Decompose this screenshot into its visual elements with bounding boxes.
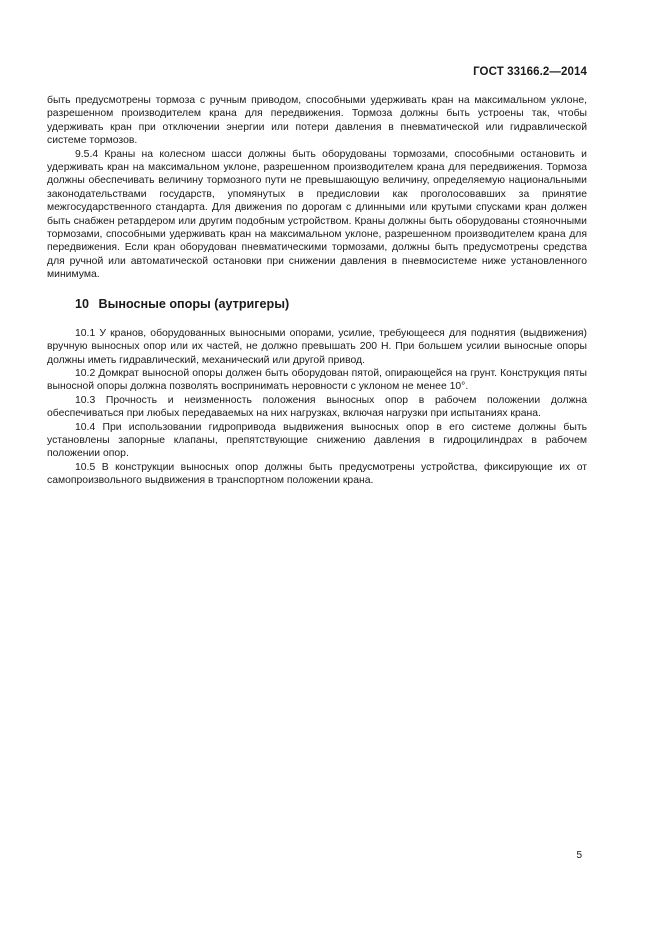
clause-10-5: 10.5 В конструкции выносных опор должны быть предусмотрены устройства, фиксирующие их от самопроизвольного выдвижения в транспортном положении крана.	[47, 461, 587, 487]
paragraph-9-5-4: 9.5.4 Краны на колесном шасси должны быть оборудованы тормозами, способными остановить и удерживать кран на максимальном уклоне, разрешенном производителем крана для передвижения. Тормоза должны обеспечивать величину тормозного пути не превышающую величину, определяемую национальными законодательствами государств, упомянутых в предисловии как проголосовавших за принятие межгосударственного стандарта. Для движения по дорогам с длинными или крутыми спусками кран должен быть снабжен ретардером или другим подобным устройством. Краны должны быть оборудованы стояночными тормозами, способными удерживать кран на максимальном уклоне, разрешенном производителем крана для передвижения. Если кран оборудован пневматическими тормозами, должны быть предусмотрены средства для ручной или автоматической остановки при снижении давления в пневмосистеме ниже установленного минимума.	[47, 148, 587, 281]
document-header: ГОСТ 33166.2—2014	[473, 66, 587, 78]
section-number: 10	[75, 296, 90, 311]
page-number: 5	[576, 850, 582, 861]
clause-10-4: 10.4 При использовании гидропривода выдвижения выносных опор в его системе должны быть установлены запорные клапаны, препятствующие снижению давления в гидроцилиндрах в рабочем положении опор.	[47, 421, 587, 460]
section-title: Выносные опоры (аутригеры)	[98, 296, 290, 311]
clause-10-3: 10.3 Прочность и неизменность положения выносных опор в рабочем положении должна обеспечиваться при любых передаваемых на них нагрузках, включая нагрузки при испытаниях крана.	[47, 394, 587, 420]
section-heading	[47, 296, 587, 312]
clause-10-2: 10.2 Домкрат выносной опоры должен быть оборудован пятой, опирающейся на грунт. Конструкция пяты выносной опоры должна позволять воспринимать неровности с уклоном не менее 10°.	[47, 367, 587, 393]
clause-10-1: 10.1 У кранов, оборудованных выносными опорами, усилие, требующееся для поднятия (выдвижения) вручную выносных опор или их частей, не должно превышать 200 Н. При большем усилии выносные опоры должны иметь гидравлический, механический или другой привод.	[47, 327, 587, 366]
page-body	[47, 94, 587, 488]
continuation-paragraph: быть предусмотрены тормоза с ручным приводом, способными удерживать кран на максимальном уклоне, разрешенном производителем крана для передвижения. Тормоза должны быть устроены так, чтобы удерживать кран при отключении энергии или потери давления в пневматической или гидравлической системе тормозов.	[47, 95, 587, 147]
